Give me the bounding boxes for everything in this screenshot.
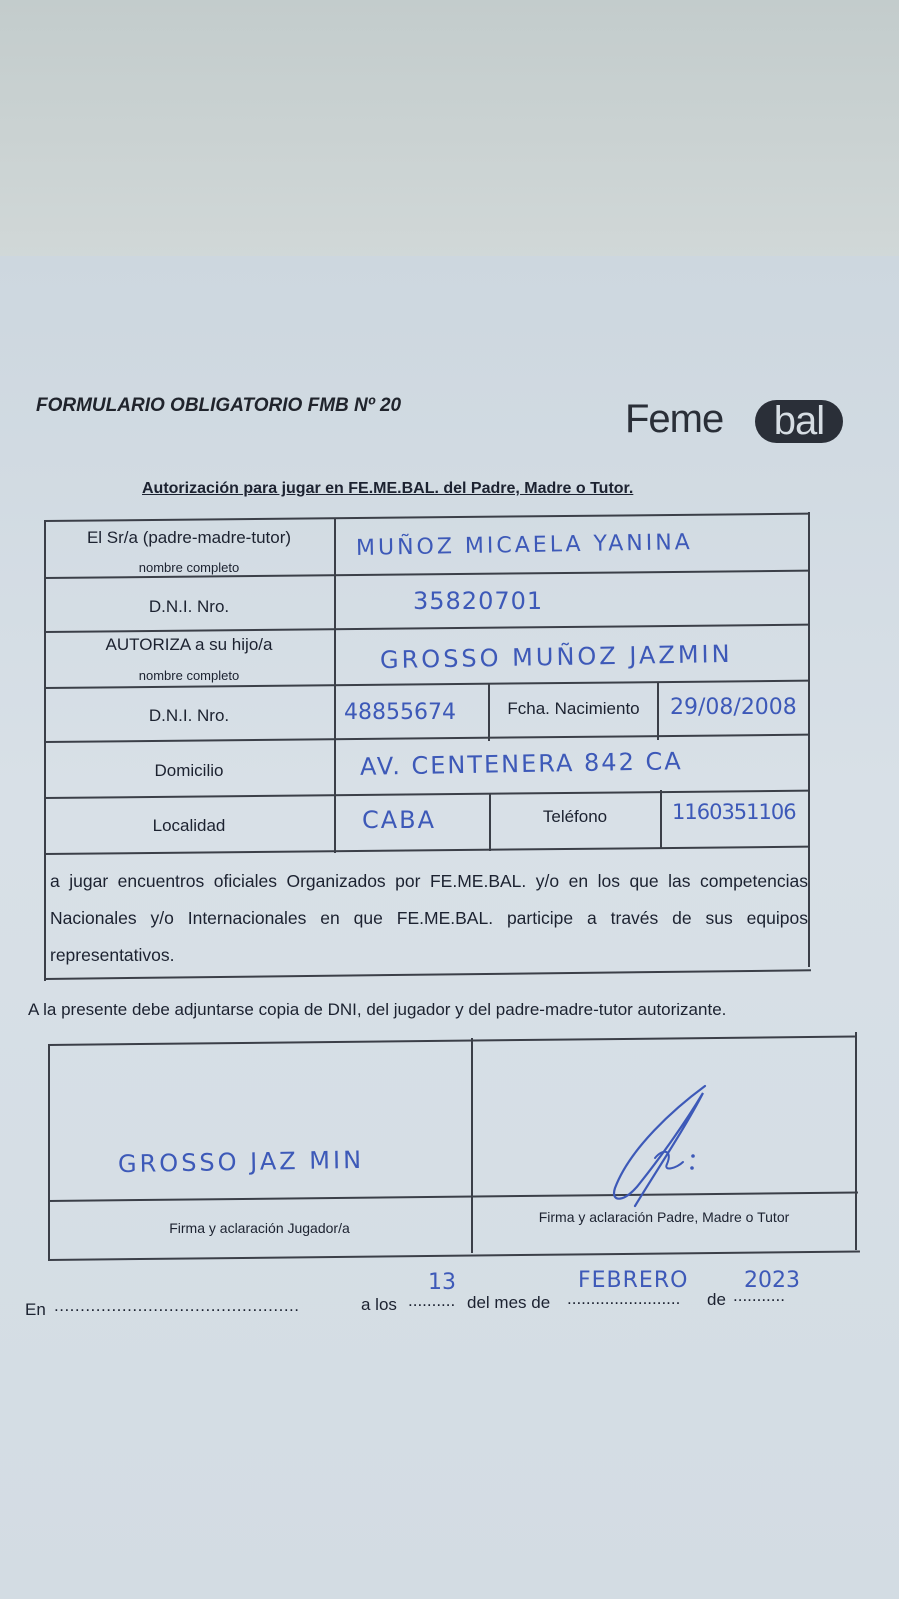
footer-year-dots: ........... xyxy=(733,1286,785,1305)
table-divider xyxy=(334,518,336,853)
child-label: AUTORIZA a su hijo/a xyxy=(105,635,273,654)
birth-label: Fcha. Nacimiento xyxy=(507,699,640,718)
footer-day-dots: .......... xyxy=(408,1291,456,1310)
city-value: CABA xyxy=(362,806,437,834)
child-dni-label: D.N.I. Nro. xyxy=(148,706,230,725)
parent-signature-label: Firma y aclaración Padre, Madre o Tutor xyxy=(538,1209,790,1225)
background-surface xyxy=(0,0,899,262)
footer-place-dots: ............................................... xyxy=(54,1296,300,1315)
form-title: FORMULARIO OBLIGATORIO FMB Nº 20 xyxy=(36,395,402,416)
footer-day-value: 13 xyxy=(428,1270,456,1295)
table-divider xyxy=(660,790,662,848)
authorization-paragraph: a jugar encuentros oficiales Organizados por FE.ME.BAL. y/o en los que las competencias Nacionales y/o Internacionales en que FE.ME.BAL. participe a través de sus equipos representativos. xyxy=(50,871,808,965)
femebal-logo xyxy=(625,397,839,445)
table-divider xyxy=(657,682,659,740)
footer-month-value: FEBRERO xyxy=(578,1268,689,1293)
address-value: AV. CENTENERA 842 CA xyxy=(359,747,683,781)
player-signature-label: Firma y aclaración Jugador/a xyxy=(169,1220,350,1236)
address-label: Domicilio xyxy=(154,761,224,780)
child-name-value: GROSSO MUÑOZ JAZMIN xyxy=(379,639,733,675)
parent-dni-label: D.N.I. Nro. xyxy=(148,597,230,616)
footer-year-value: 2023 xyxy=(744,1268,800,1293)
logo-text: Feme xyxy=(625,397,724,441)
table-border-left xyxy=(44,521,46,981)
table-border-right xyxy=(808,512,810,967)
phone-value: 1160351106 xyxy=(672,800,796,824)
player-signature: GROSSO JAZ MIN xyxy=(117,1145,365,1179)
footer-month-dots: ........................ xyxy=(567,1289,681,1308)
parent-name-value: MUÑOZ MICAELA YANINA xyxy=(355,530,693,561)
footer-a-los-label: a los xyxy=(361,1295,397,1314)
form-subtitle: Autorización para jugar en FE.ME.BAL. del Padre, Madre o Tutor. xyxy=(142,480,634,497)
parent-dni-value: 35820701 xyxy=(413,587,544,615)
city-label: Localidad xyxy=(152,816,226,835)
attachment-note: A la presente debe adjuntarse copia de DNI, del jugador y del padre-madre-tutor autorizante. xyxy=(28,1000,727,1019)
logo-pill: bal xyxy=(755,400,843,443)
parent-signature-icon xyxy=(585,1078,725,1218)
birth-value: 29/08/2008 xyxy=(670,695,797,720)
footer-en-label: En xyxy=(25,1300,46,1319)
parent-sublabel: nombre completo xyxy=(138,560,240,575)
child-dni-value: 48855674 xyxy=(344,700,456,725)
parent-label: El Sr/a (padre-madre-tutor) xyxy=(86,528,292,547)
footer-de-label: de xyxy=(707,1290,726,1309)
phone-label: Teléfono xyxy=(542,807,608,826)
footer-del-mes-label: del mes de xyxy=(467,1293,551,1312)
child-sublabel: nombre completo xyxy=(138,668,240,683)
